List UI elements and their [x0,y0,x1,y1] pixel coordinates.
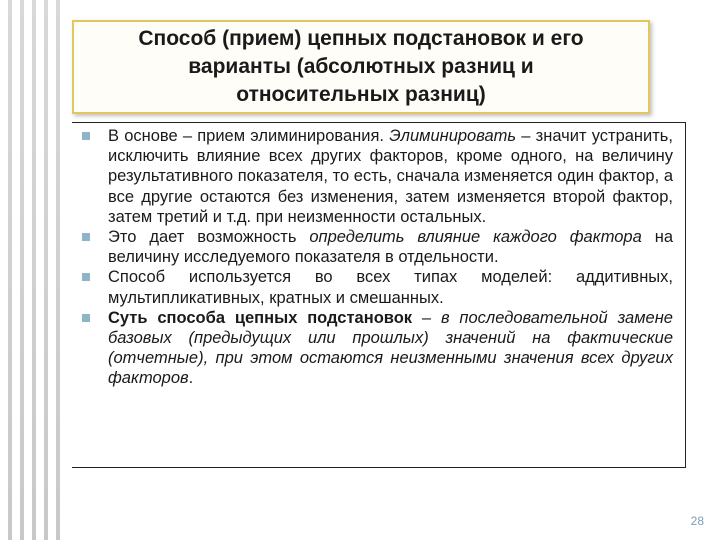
square-bullet-icon [82,314,90,322]
bullet-list [108,126,673,389]
decorative-stripe [44,0,48,540]
bullet-text: на величину исследуемого показателя в отдельности. [108,228,673,267]
bullet-text: Способ используется во всех типах моделей: аддитивных, мультипликативных, кратных и смешанных. [108,268,673,307]
list-item [108,227,673,267]
list-item [108,267,673,307]
decorative-stripe [56,0,60,540]
decorative-stripe [32,0,36,540]
square-bullet-icon [82,132,90,140]
bullet-text: – [412,308,441,327]
bullet-text-italic: в последовательной замене базовых (предыдущих или прошлых) значений на фактические (отчетные), при этом остаются неизменными значения всех других факторов [108,308,673,388]
page-number: 28 [690,514,704,528]
bullet-text-italic: Элиминировать [389,127,517,145]
list-item [108,126,673,227]
decorative-stripe [20,0,24,540]
bullet-text: В основе – прием элиминирования. [108,127,390,145]
slide-title: Способ (прием) цепных подстановок и его варианты (абсолютных разниц и относительных разниц) [138,27,584,106]
list-item [108,308,673,389]
decorative-stripe [8,0,12,540]
bullet-text-italic: определить влияние каждого фактора [309,228,642,247]
bullet-text: Это дает возможность [108,228,310,247]
content-box [72,122,686,468]
title-box [72,20,650,114]
bullet-text-bold: Суть способа цепных подстановок [108,308,413,327]
bullet-text: . [188,369,194,388]
bullet-text: – значит устранить, исключить влияние всех других факторов, кроме одного, на величину результативного показателя, то есть, сначала изменяется один фактор, а все другие остаются без изменения, затем изменяется второй фактор, затем третий и т.д. при неизменности остальных. [108,127,673,226]
square-bullet-icon [82,233,90,241]
square-bullet-icon [82,273,90,281]
